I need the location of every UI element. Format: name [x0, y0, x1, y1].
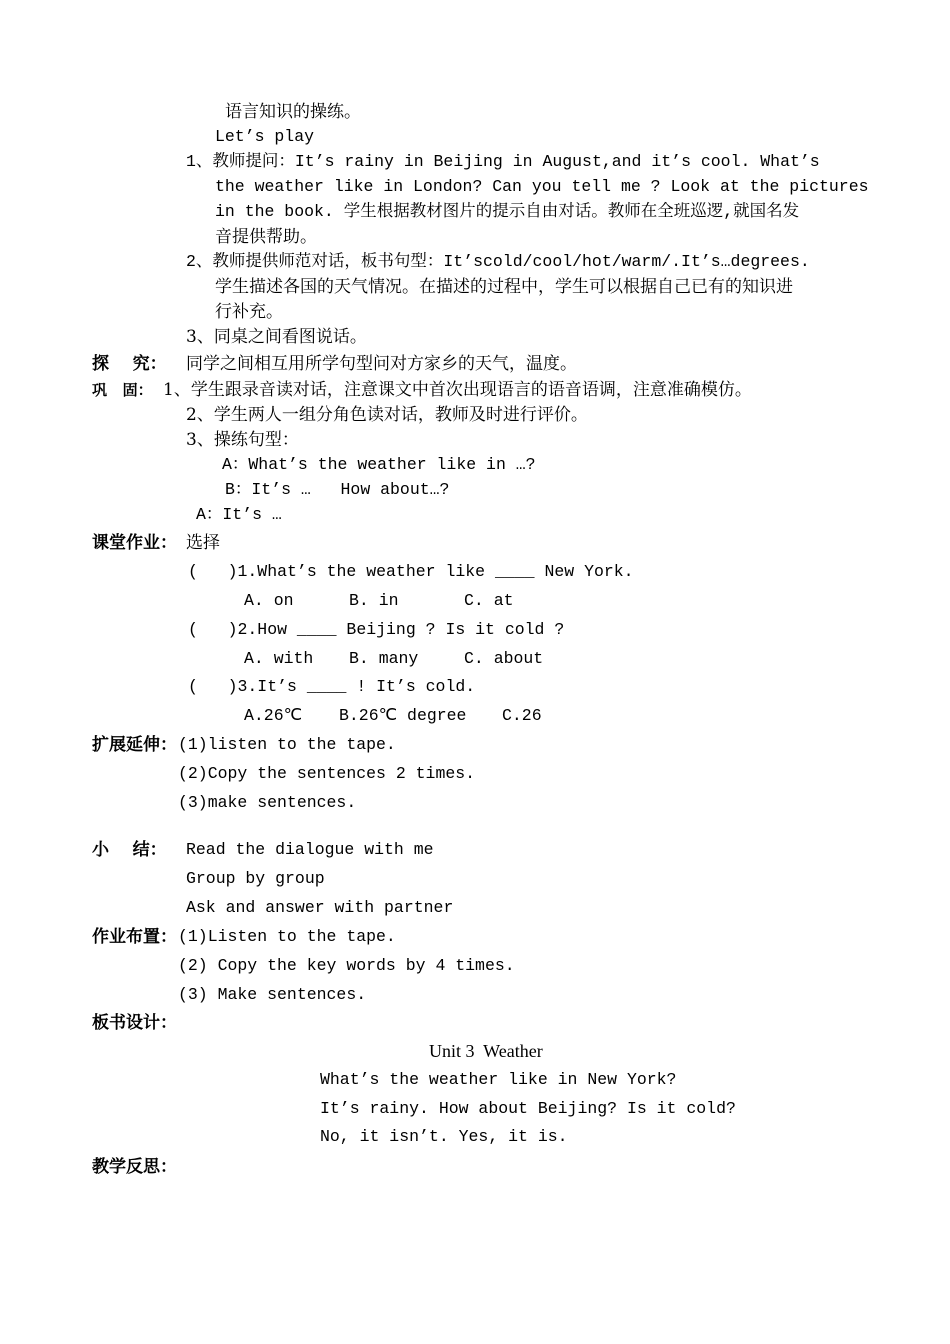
drill-line1: A：What’s the weather like in …? — [222, 455, 536, 474]
extension-item-2: (2)Copy the sentences 2 times. — [178, 764, 476, 783]
question-3: ( )3.It’s ____ ! It’s cold. — [188, 677, 476, 696]
extension-label: 扩展延伸： — [92, 735, 177, 755]
homework-item-1: (1)Listen to the tape. — [178, 927, 396, 946]
consolidate-item1: 1、学生跟录音读对话，注意课文中首次出现语言的语音语调，注意准确模仿。 — [163, 380, 752, 400]
question-1: ( )1.What’s the weather like ____ New York. — [188, 562, 634, 581]
practice-item1-line1: 1、教师提问：It’s rainy in Beijing in August,and it’s cool. What’s — [186, 152, 820, 171]
consolidate-item2: 2、学生两人一组分角色读对话，教师及时进行评价。 — [186, 405, 588, 425]
board-line-2: It’s rainy. How about Beijing? Is it cold? — [320, 1099, 736, 1118]
explore-text: 同学之间相互用所学句型问对方家乡的天气，温度。 — [186, 354, 577, 374]
board-label: 板书设计： — [92, 1013, 177, 1033]
practice-item2-line2: 学生描述各国的天气情况。在描述的过程中，学生可以根据自己已有的知识进 — [215, 277, 793, 297]
practice-intro: 语言知识的操练。 — [225, 102, 361, 122]
question-2: ( )2.How ____ Beijing ? Is it cold ? — [188, 620, 565, 639]
practice-item1-line2: the weather like in London? Can you tell me ? Look at the pictures — [215, 177, 869, 196]
lets-play: Let’s play — [215, 127, 315, 146]
extension-item-1: (1)listen to the tape. — [178, 735, 396, 754]
q2-option-a: A. with — [244, 649, 314, 668]
homework-label: 作业布置： — [92, 927, 177, 947]
classwork-label: 课堂作业： — [92, 533, 177, 553]
classwork-text: 选择 — [186, 533, 220, 553]
q1-option-a: A. on — [244, 591, 294, 610]
explore-label: 探 究： — [92, 354, 167, 374]
consolidate-item3: 3、操练句型： — [186, 430, 299, 450]
summary-item-3: Ask and answer with partner — [186, 898, 454, 917]
q3-option-a: A.26℃ — [244, 706, 303, 725]
q3-option-c: C.26 — [502, 706, 542, 725]
practice-item1-line4: 音提供帮助。 — [215, 227, 317, 247]
summary-item-1: Read the dialogue with me — [186, 840, 434, 859]
homework-item-3: (3) Make sentences. — [178, 985, 367, 1004]
consolidate-label: 巩 固： — [92, 381, 153, 399]
board-title: Unit 3 Weather — [429, 1041, 543, 1061]
homework-item-2: (2) Copy the key words by 4 times. — [178, 956, 515, 975]
q2-option-b: B. many — [349, 649, 419, 668]
q1-option-b: B. in — [349, 591, 399, 610]
reflection-label: 教学反思： — [92, 1157, 177, 1177]
drill-line3: A：It’s … — [196, 505, 282, 524]
practice-item3: 3、同桌之间看图说话。 — [186, 327, 367, 347]
practice-item1-line3: in the book. 学生根据教材图片的提示自由对话。教师在全班巡逻,就国名发 — [215, 202, 800, 221]
board-line-3: No, it isn’t. Yes, it is. — [320, 1127, 568, 1146]
board-line-1: What’s the weather like in New York? — [320, 1070, 677, 1089]
extension-item-3: (3)make sentences. — [178, 793, 357, 812]
summary-label: 小 结： — [92, 840, 167, 860]
summary-item-2: Group by group — [186, 869, 325, 888]
practice-item2-line1: 2、教师提供师范对话，板书句型：It’scold/cool/hot/warm/.It’s…degrees. — [186, 252, 810, 271]
q1-option-c: C. at — [464, 591, 514, 610]
drill-line2: B：It’s … How about…? — [225, 480, 450, 499]
q3-option-b: B.26℃ degree — [339, 706, 467, 725]
practice-item2-line3: 行补充。 — [215, 302, 283, 322]
q2-option-c: C. about — [464, 649, 544, 668]
